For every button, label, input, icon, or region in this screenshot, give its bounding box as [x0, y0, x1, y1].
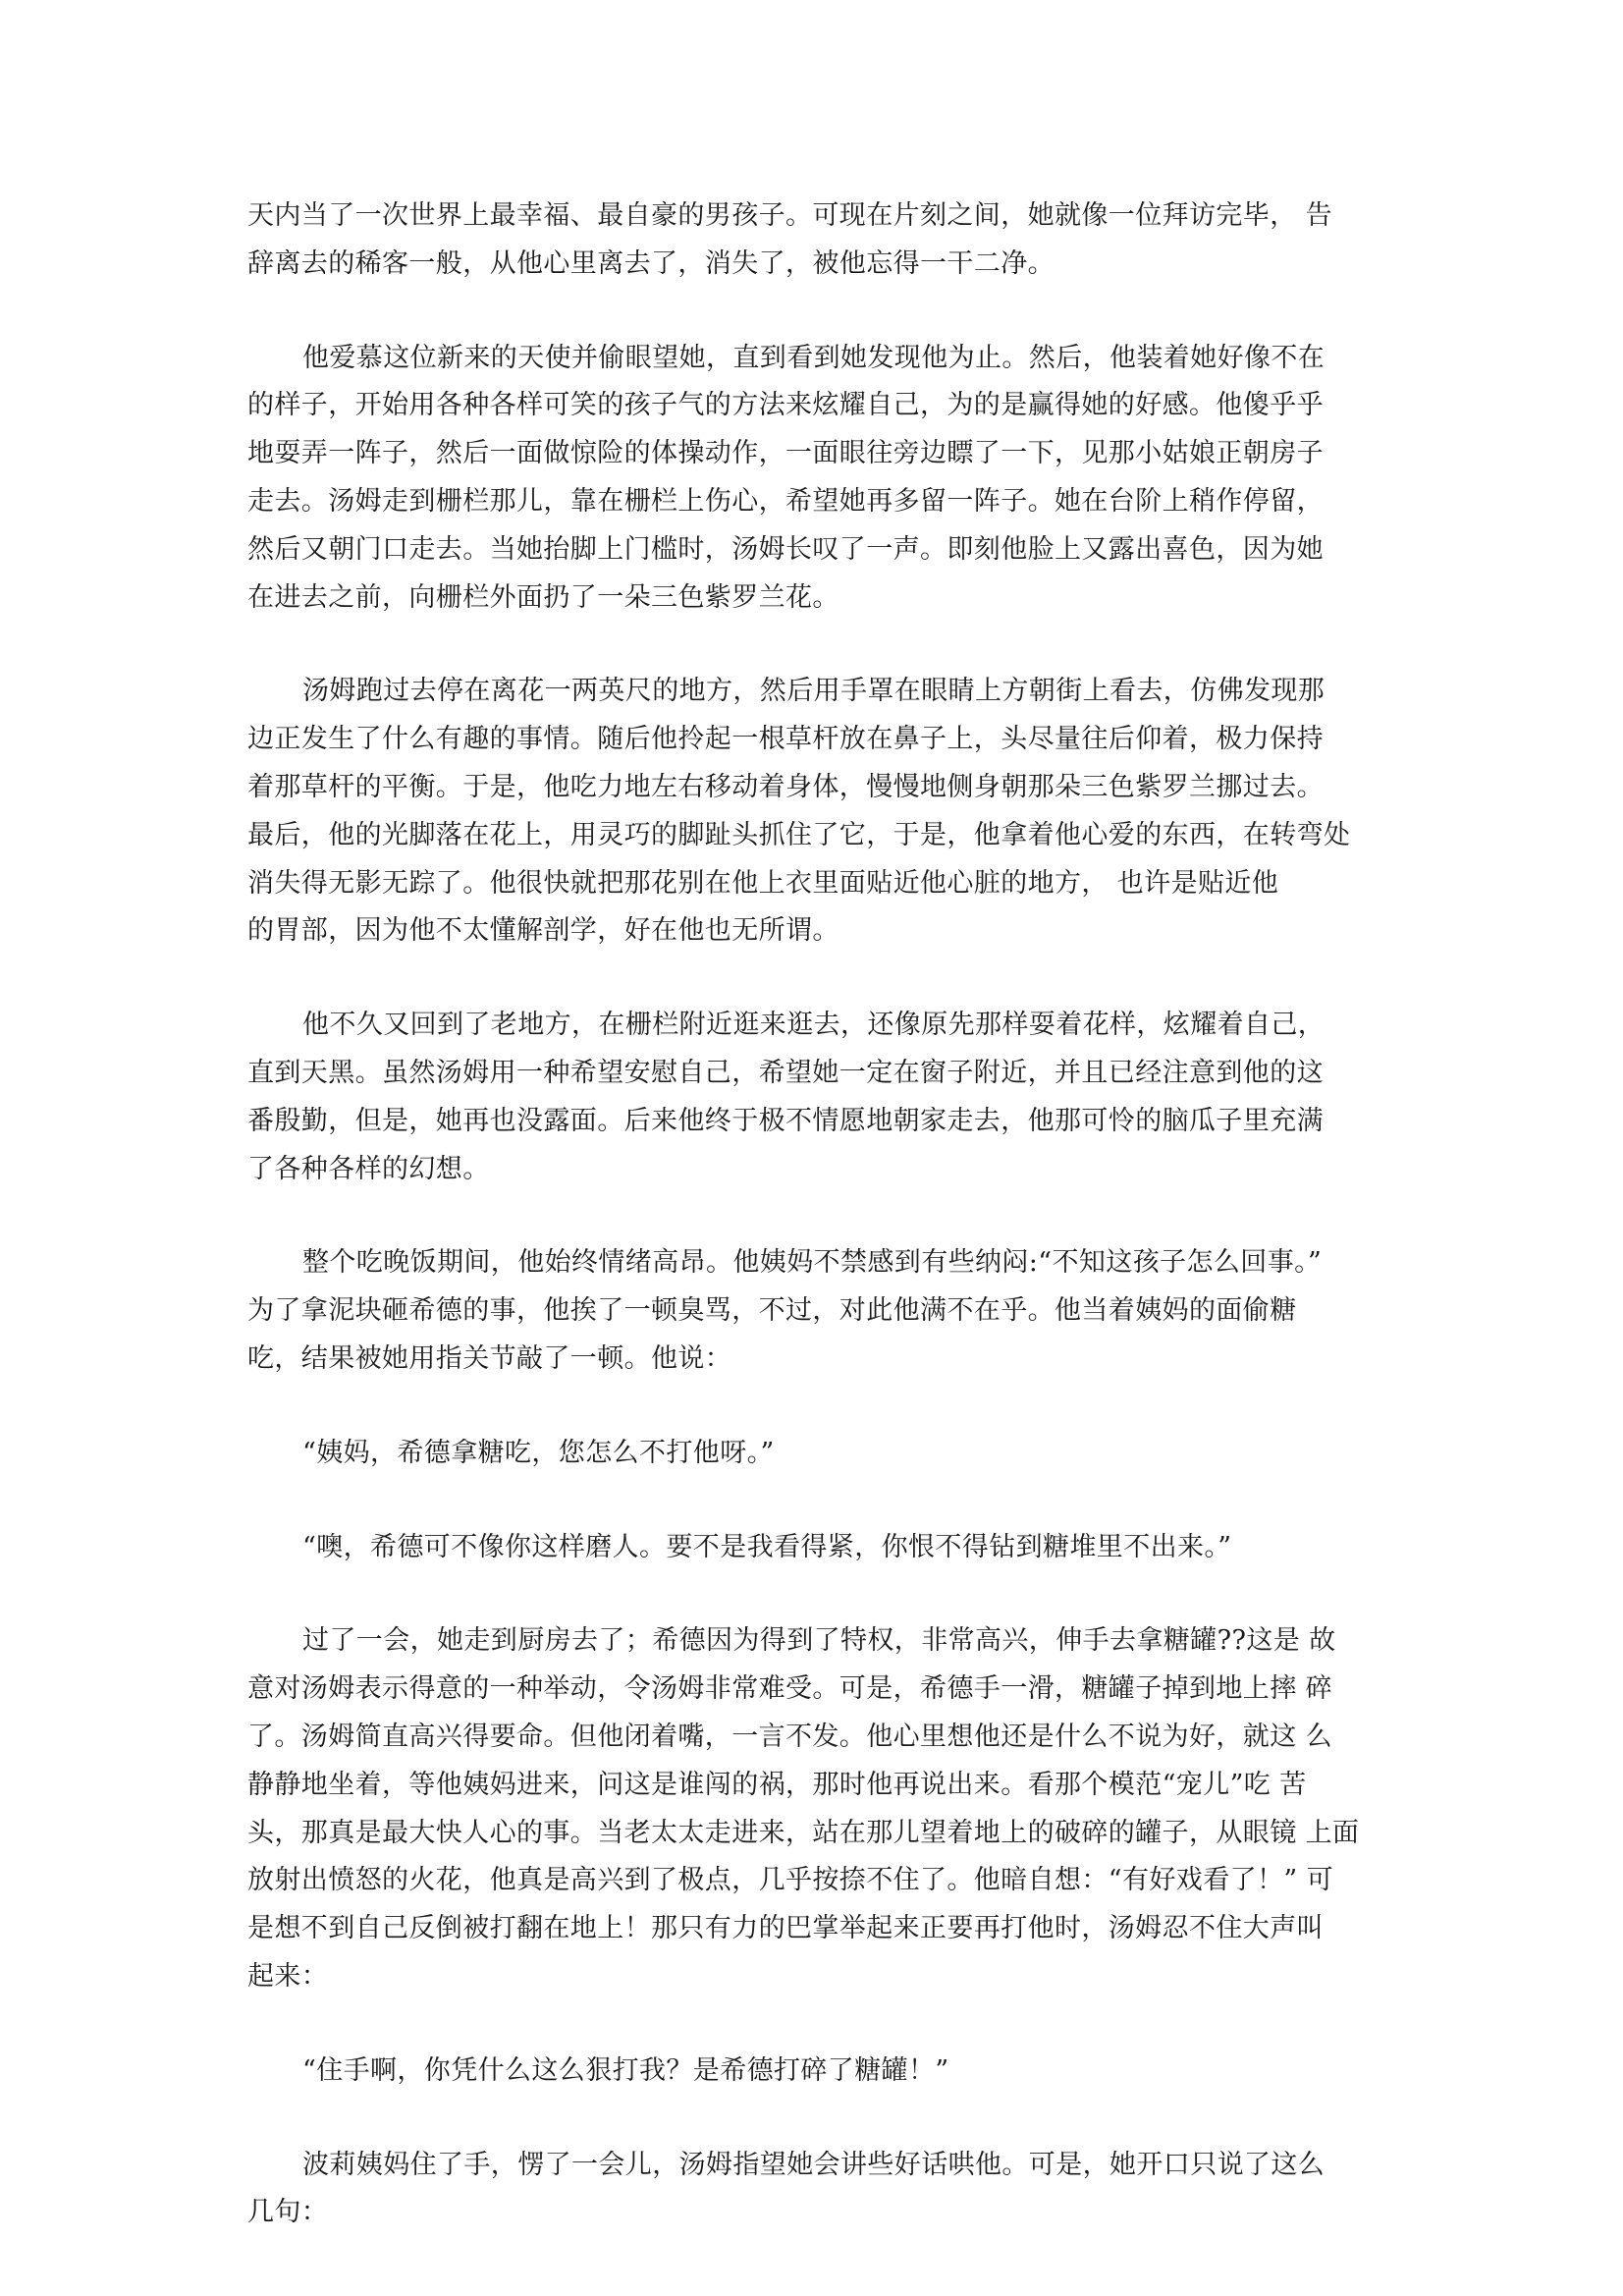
text-line: 整个吃晚饭期间，他始终情绪高昂。他姨妈不禁感到有些纳闷:“不知这孩子怎么回事。”	[302, 1247, 1323, 1279]
text-line: 了。汤姆简直高兴得要命。但他闭着嘴，一言不发。他心里想他还是什么不说为好，就这 么	[247, 1721, 1332, 1752]
text-line: 头，那真是最大快人心的事。当老太太走进来，站在那儿望着地上的破碎的罐子，从眼镜 上面	[247, 1817, 1360, 1848]
paragraph-4	[247, 1002, 1392, 1193]
dialogue-tom-1	[247, 1430, 1392, 1478]
paragraph-7	[247, 2142, 1392, 2238]
paragraph-5	[247, 1239, 1392, 1383]
paragraph-6	[247, 1617, 1392, 2000]
text-line: “住手啊，你凭什么这么狠打我？是希德打碎了糖罐！”	[302, 2054, 949, 2086]
text-line: 吃，结果被她用指关节敲了一顿。他说：	[247, 1342, 732, 1374]
text-line: 静静地坐着，等他姨妈进来，问这是谁闯的祸，那时他再说出来。看那个模范“宠儿”吃 苦	[247, 1769, 1307, 1800]
text-line: “噢，希德可不像你这样磨人。要不是我看得紧，你恨不得钻到糖堆里不出来。”	[302, 1531, 1232, 1562]
text-line: 意对汤姆表示得意的一种举动，令汤姆非常难受。可是，希德手一滑，糖罐子掉到地上摔 碎	[247, 1673, 1332, 1705]
text-line: 边正发生了什么有趣的事情。随后他拎起一根草杆放在鼻子上，头尽量往后仰着，极力保持	[247, 724, 1324, 755]
text-line: 番殷勤，但是，她再也没露面。后来他终于极不情愿地朝家走去，他那可怜的脑瓜子里充满	[247, 1105, 1324, 1136]
text-line: “姨妈，希德拿糖吃，您怎么不打他呀。”	[302, 1437, 775, 1468]
text-line: 走去。汤姆走到栅栏那儿，靠在栅栏上伤心，希望她再多留一阵子。她在台阶上稍作停留，	[247, 485, 1324, 517]
text-line: 他不久又回到了老地方，在栅栏附近逛来逛去，还像原先那样耍着花样，炫耀着自己，	[302, 1010, 1325, 1041]
text-line: 起来：	[247, 1960, 329, 1992]
text-line: 着那草杆的平衡。于是，他吃力地左右移动着身体，慢慢地侧身朝那朵三色紫罗兰挪过去。	[247, 771, 1324, 802]
text-line: 汤姆跑过去停在离花一两英尺的地方，然后用手罩在眼睛上方朝街上看去，仿佛发现那	[302, 676, 1325, 707]
text-line: 放射出愤怒的火花，他真是高兴到了极点，几乎按捺不住了。他暗自想：“有好戏看了！” 可	[247, 1865, 1333, 1896]
text-line: 然后又朝门口走去。当她抬脚上门槛时，汤姆长叹了一声。即刻他脸上又露出喜色，因为她	[247, 533, 1324, 565]
text-line: 是想不到自己反倒被打翻在地上！那只有力的巴掌举起来正要再打他时，汤姆忍不住大声叫	[247, 1913, 1324, 1944]
dialogue-tom-2	[247, 2048, 1392, 2096]
paragraph-3	[247, 668, 1392, 956]
text-line: 天内当了一次世界上最幸福、最自豪的男孩子。可现在片刻之间，她就像一位拜访完毕， 告	[247, 200, 1332, 231]
text-line: 波莉姨妈住了手，愣了一会儿，汤姆指望她会讲些好话哄他。可是，她开口只说了这么	[302, 2149, 1325, 2180]
text-line: 辞离去的稀客一般，从他心里离去了，消失了，被他忘得一干二净。	[247, 247, 1055, 279]
text-line: 消失得无影无踪了。他很快就把那花别在他上衣里面贴近他心脏的地方， 也许是贴近他	[247, 867, 1279, 899]
text-line: 为了拿泥块砸希德的事，他挨了一顿臭骂，不过，对此他满不在乎。他当着姨妈的面偷糖	[247, 1295, 1297, 1327]
text-line: 的胃部，因为他不太懂解剖学，好在他也无所谓。	[247, 915, 839, 947]
text-line: 最后，他的光脚落在花上，用灵巧的脚趾头抓住了它，于是，他拿着他心爱的东西，在转弯处	[247, 819, 1351, 850]
text-line: 过了一会，她走到厨房去了；希德因为得到了特权，非常高兴，伸手去拿糖罐??这是 故	[302, 1625, 1336, 1657]
text-line: 在进去之前，向栅栏外面扔了一朵三色紫罗兰花。	[247, 581, 839, 613]
document-body	[247, 192, 1392, 2237]
text-line: 直到天黑。虽然汤姆用一种希望安慰自己，希望她一定在窗子附近，并且已经注意到他的这	[247, 1057, 1324, 1088]
text-line: 他爱慕这位新来的天使并偷眼望她，直到看到她发现他为止。然后，他装着她好像不在	[302, 342, 1325, 373]
text-line: 的样子，开始用各种各样可笑的孩子气的方法来炫耀自己，为的是赢得她的好感。他傻乎乎	[247, 390, 1324, 421]
paragraph-1	[247, 192, 1392, 289]
paragraph-2	[247, 335, 1392, 623]
text-line: 几句：	[247, 2197, 329, 2228]
text-line: 地耍弄一阵子，然后一面做惊险的体操动作，一面眼往旁边瞟了一下，见那小姑娘正朝房子	[247, 438, 1324, 469]
dialogue-aunt-1	[247, 1524, 1392, 1572]
text-line: 了各种各样的幻想。	[247, 1153, 490, 1184]
